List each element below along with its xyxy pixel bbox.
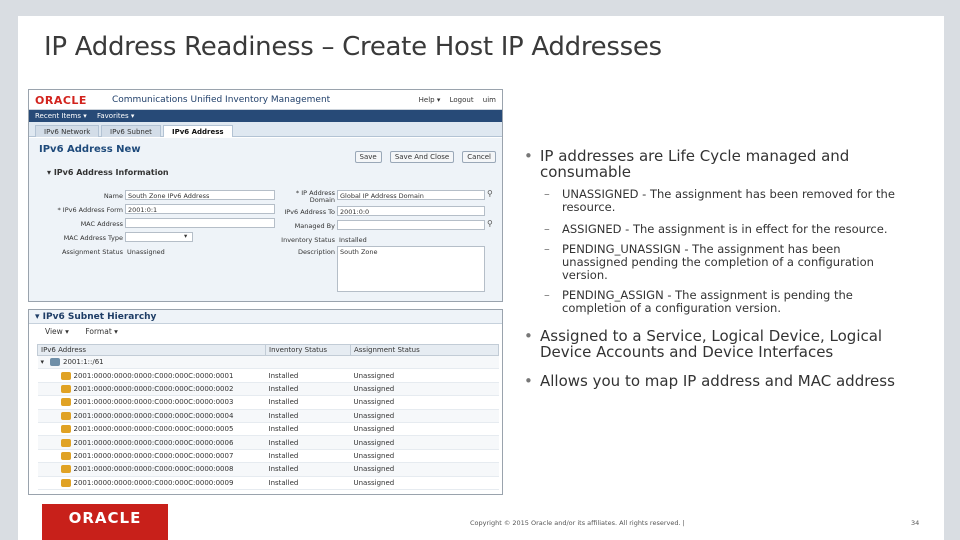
ipv6-address-field[interactable]: 2001:0:1 <box>125 204 275 214</box>
column-header[interactable]: Inventory Status <box>266 345 351 356</box>
ipv6-address-cell: 2001:0000:0000:0000:C000:000C:0000:0007 <box>73 451 234 460</box>
address-icon <box>61 372 71 380</box>
form-buttons <box>352 144 496 163</box>
ip-domain-field[interactable]: Global IP Address Domain <box>337 190 485 200</box>
table-header-row <box>38 345 499 356</box>
chevron-down-icon: ▾ <box>184 232 188 240</box>
page-title: IPv6 Address New <box>39 144 141 155</box>
ipv6-address-to-label: IPv6 Address To <box>284 208 335 216</box>
expand-icon[interactable]: ▾ <box>40 358 45 367</box>
mac-type-label: MAC Address Type <box>63 234 123 242</box>
table-row[interactable] <box>38 369 499 382</box>
assignment-status-cell: Unassigned <box>351 422 499 435</box>
table-row[interactable] <box>38 463 499 476</box>
top-links <box>412 96 496 104</box>
address-icon <box>61 479 71 487</box>
table-row[interactable] <box>38 436 499 449</box>
app-name: Communications Unified Inventory Management <box>112 95 331 105</box>
address-icon <box>61 412 71 420</box>
inventory-status-label: Inventory Status <box>281 236 335 244</box>
bullet-assigned-to: • Assigned to a Service, Logical Device, Logical Device Accounts and Device Interfaces <box>518 328 928 360</box>
inventory-status-value: Installed <box>339 236 367 244</box>
address-icon <box>61 398 71 406</box>
bullet-lifecycle: • IP addresses are Life Cycle managed and consumable <box>518 148 928 180</box>
tree-cell <box>38 449 266 462</box>
ipv6-address-form-screenshot <box>28 89 503 302</box>
view-menu[interactable]: View ▾ <box>45 327 69 336</box>
ipv6-address-cell: 2001:0000:0000:0000:C000:000C:0000:0009 <box>73 478 234 487</box>
mac-address-field[interactable] <box>125 218 275 228</box>
inventory-status-cell: Installed <box>266 476 351 489</box>
tab-ipv6-subnet[interactable]: IPv6 Subnet <box>101 125 161 137</box>
ip-domain-label: * IP Address Domain <box>295 189 335 204</box>
tab-ipv6-address[interactable]: IPv6 Address <box>163 125 233 137</box>
ipv6-address-cell: 2001:1::/61 <box>63 358 104 367</box>
inventory-status-cell <box>266 356 351 369</box>
tree-cell <box>38 396 266 409</box>
sub-bullet-pending-unassign: – PENDING_UNASSIGN - The assignment has been unassigned pending the completion of a configuration version. <box>544 243 904 282</box>
assignment-status-cell: Unassigned <box>351 436 499 449</box>
managed-by-field[interactable] <box>337 220 485 230</box>
assignment-status-cell <box>351 356 499 369</box>
inventory-status-cell: Installed <box>266 436 351 449</box>
menu-bar <box>29 110 502 122</box>
page-number: 34 <box>911 519 920 527</box>
tree-cell <box>38 356 266 369</box>
format-menu[interactable]: Format ▾ <box>85 327 118 336</box>
inventory-status-cell: Installed <box>266 382 351 395</box>
address-icon <box>61 439 71 447</box>
search-icon[interactable]: ⚲ <box>487 219 493 228</box>
assignment-status-cell: Unassigned <box>351 409 499 422</box>
inventory-status-cell: Installed <box>266 396 351 409</box>
name-label: Name <box>103 192 123 200</box>
column-header[interactable]: IPv6 Address <box>38 345 266 356</box>
description-label: Description <box>297 248 335 256</box>
inventory-status-cell: Installed <box>266 463 351 476</box>
column-header[interactable]: Assignment Status <box>351 345 499 356</box>
table-row[interactable] <box>38 382 499 395</box>
app-header <box>29 90 502 110</box>
table-row[interactable] <box>38 422 499 435</box>
ipv6-address-cell: 2001:0000:0000:0000:C000:000C:0000:0005 <box>73 425 234 434</box>
tree-cell <box>38 436 266 449</box>
managed-by-label: Managed By <box>294 222 335 230</box>
menu-recent-items[interactable]: Recent Items ▾ <box>35 112 87 120</box>
inventory-status-cell: Installed <box>266 449 351 462</box>
ipv6-address-cell: 2001:0000:0000:0000:C000:000C:0000:0003 <box>73 398 234 407</box>
slide-title: IP Address Readiness – Create Host IP Addresses <box>44 32 662 62</box>
tree-cell <box>38 382 266 395</box>
search-icon[interactable]: ⚲ <box>487 189 493 198</box>
copyright-text: Copyright © 2015 Oracle and/or its affiliates. All rights reserved. | <box>470 519 685 527</box>
ipv6-address-cell: 2001:0000:0000:0000:C000:000C:0000:0008 <box>73 465 234 474</box>
assignment-status-cell: Unassigned <box>351 369 499 382</box>
tree-cell <box>38 476 266 489</box>
ipv6-address-to-field[interactable]: 2001:0:0 <box>337 206 485 216</box>
menu-favorites[interactable]: Favorites ▾ <box>96 112 135 120</box>
hierarchy-title: IPv6 Subnet Hierarchy <box>42 312 157 322</box>
tree-cell <box>38 463 266 476</box>
table-row[interactable] <box>38 449 499 462</box>
inventory-status-cell: Installed <box>266 409 351 422</box>
table-row[interactable] <box>38 476 499 489</box>
address-icon <box>61 465 71 473</box>
table-row[interactable] <box>38 356 499 369</box>
assignment-status-cell: Unassigned <box>351 382 499 395</box>
mac-address-label: MAC Address <box>80 220 123 228</box>
oracle-brand-logo: ORACLE <box>42 504 168 540</box>
hierarchy-toolbar <box>29 324 502 338</box>
assignment-status-cell: Unassigned <box>351 449 499 462</box>
assignment-status-cell: Unassigned <box>351 396 499 409</box>
ipv6-address-cell: 2001:0000:0000:0000:C000:000C:0000:0002 <box>73 384 234 393</box>
sub-bullet-unassigned: – UNASSIGNED - The assignment has been removed for the resource. <box>544 188 904 214</box>
description-field[interactable]: South Zone <box>337 246 485 292</box>
address-icon <box>61 385 71 393</box>
table-row[interactable] <box>38 409 499 422</box>
help-link[interactable]: Help ▾ <box>418 96 441 104</box>
inventory-status-cell: Installed <box>266 422 351 435</box>
assignment-status-cell: Unassigned <box>351 463 499 476</box>
tab-bar <box>29 122 502 137</box>
hierarchy-header: ▾ IPv6 Subnet Hierarchy <box>29 310 502 324</box>
ipv6-address-label: * IPv6 Address Form <box>57 206 123 214</box>
hierarchy-table <box>37 344 499 490</box>
name-field[interactable]: South Zone IPv6 Address <box>125 190 275 200</box>
assignment-status-cell: Unassigned <box>351 476 499 489</box>
form-body <box>29 138 502 301</box>
ipv6-address-cell: 2001:0000:0000:0000:C000:000C:0000:0001 <box>73 371 234 380</box>
assignment-status-value: Unassigned <box>127 248 165 256</box>
oracle-logo: ORACLE <box>35 94 87 107</box>
inventory-status-cell: Installed <box>266 369 351 382</box>
ipv6-address-cell: 2001:0000:0000:0000:C000:000C:0000:0006 <box>73 438 234 447</box>
sub-bullet-pending-assign: – PENDING_ASSIGN - The assignment is pending the completion of a configuration version. <box>544 289 904 315</box>
section-header: ▾ IPv6 Address Information <box>47 168 169 177</box>
subnet-icon <box>50 358 60 366</box>
logout-link[interactable]: Logout <box>449 96 474 104</box>
tab-ipv6-network[interactable]: IPv6 Network <box>35 125 99 137</box>
ipv6-address-cell: 2001:0000:0000:0000:C000:000C:0000:0004 <box>73 411 234 420</box>
user-link[interactable]: uim <box>482 96 496 104</box>
section-title: IPv6 Address Information <box>53 168 169 177</box>
cancel-button[interactable]: Cancel <box>462 151 496 163</box>
table-row[interactable] <box>38 396 499 409</box>
mac-type-select[interactable] <box>125 232 193 242</box>
subnet-hierarchy-screenshot <box>28 309 503 495</box>
assignment-status-label: Assignment Status <box>61 248 123 256</box>
tree-cell <box>38 422 266 435</box>
tree-cell <box>38 409 266 422</box>
address-icon <box>61 452 71 460</box>
tree-cell <box>38 369 266 382</box>
sub-bullet-assigned: – ASSIGNED - The assignment is in effect for the resource. <box>544 223 904 236</box>
address-icon <box>61 425 71 433</box>
save-and-close-button[interactable]: Save And Close <box>390 151 454 163</box>
bullet-map-mac: • Allows you to map IP address and MAC address <box>518 373 928 389</box>
save-button[interactable]: Save <box>355 151 382 163</box>
